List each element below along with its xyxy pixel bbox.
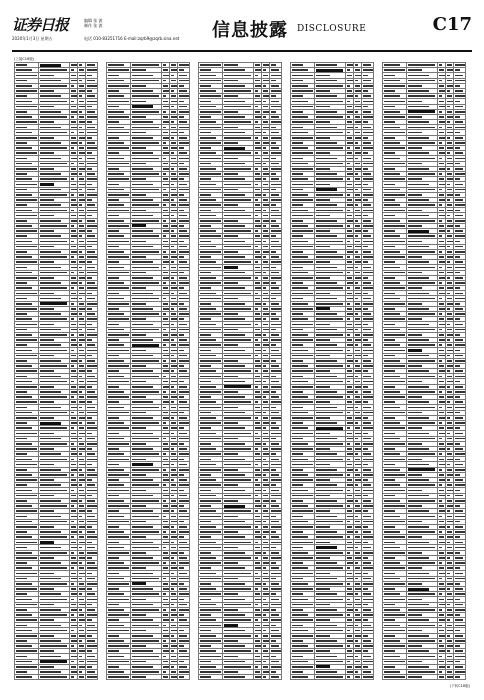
page-number: C17 <box>432 14 472 35</box>
holdings-table <box>14 62 98 680</box>
editor-line: 编辑 张 波 <box>84 18 103 23</box>
holdings-table <box>382 62 466 680</box>
table-column <box>382 56 466 680</box>
editor-credits <box>84 18 103 28</box>
masthead-divider <box>12 50 472 52</box>
contact-info: 电话 010-83251716 E-mail:zqrb9@zqrb.sina.net <box>84 36 180 41</box>
producer-line: 制作 张 波 <box>84 23 103 28</box>
disclosure-table-columns <box>14 56 470 680</box>
holdings-table <box>198 62 282 680</box>
continued-label: (上接C16版) <box>14 57 35 61</box>
continued-next-label: (下转C18版) <box>449 684 470 688</box>
masthead <box>12 14 472 48</box>
section-title: 信息披露 <box>212 20 288 41</box>
table-column <box>290 56 374 680</box>
table-column <box>106 56 190 680</box>
publication-date: 2020年1月3日 星期五 <box>12 36 53 41</box>
table-column <box>14 56 98 680</box>
table-column <box>198 56 282 680</box>
holdings-table <box>106 62 190 680</box>
section-title-english: DISCLOSURE <box>297 24 367 34</box>
newspaper-logo: 证券日报 <box>12 16 69 34</box>
holdings-table <box>290 62 374 680</box>
